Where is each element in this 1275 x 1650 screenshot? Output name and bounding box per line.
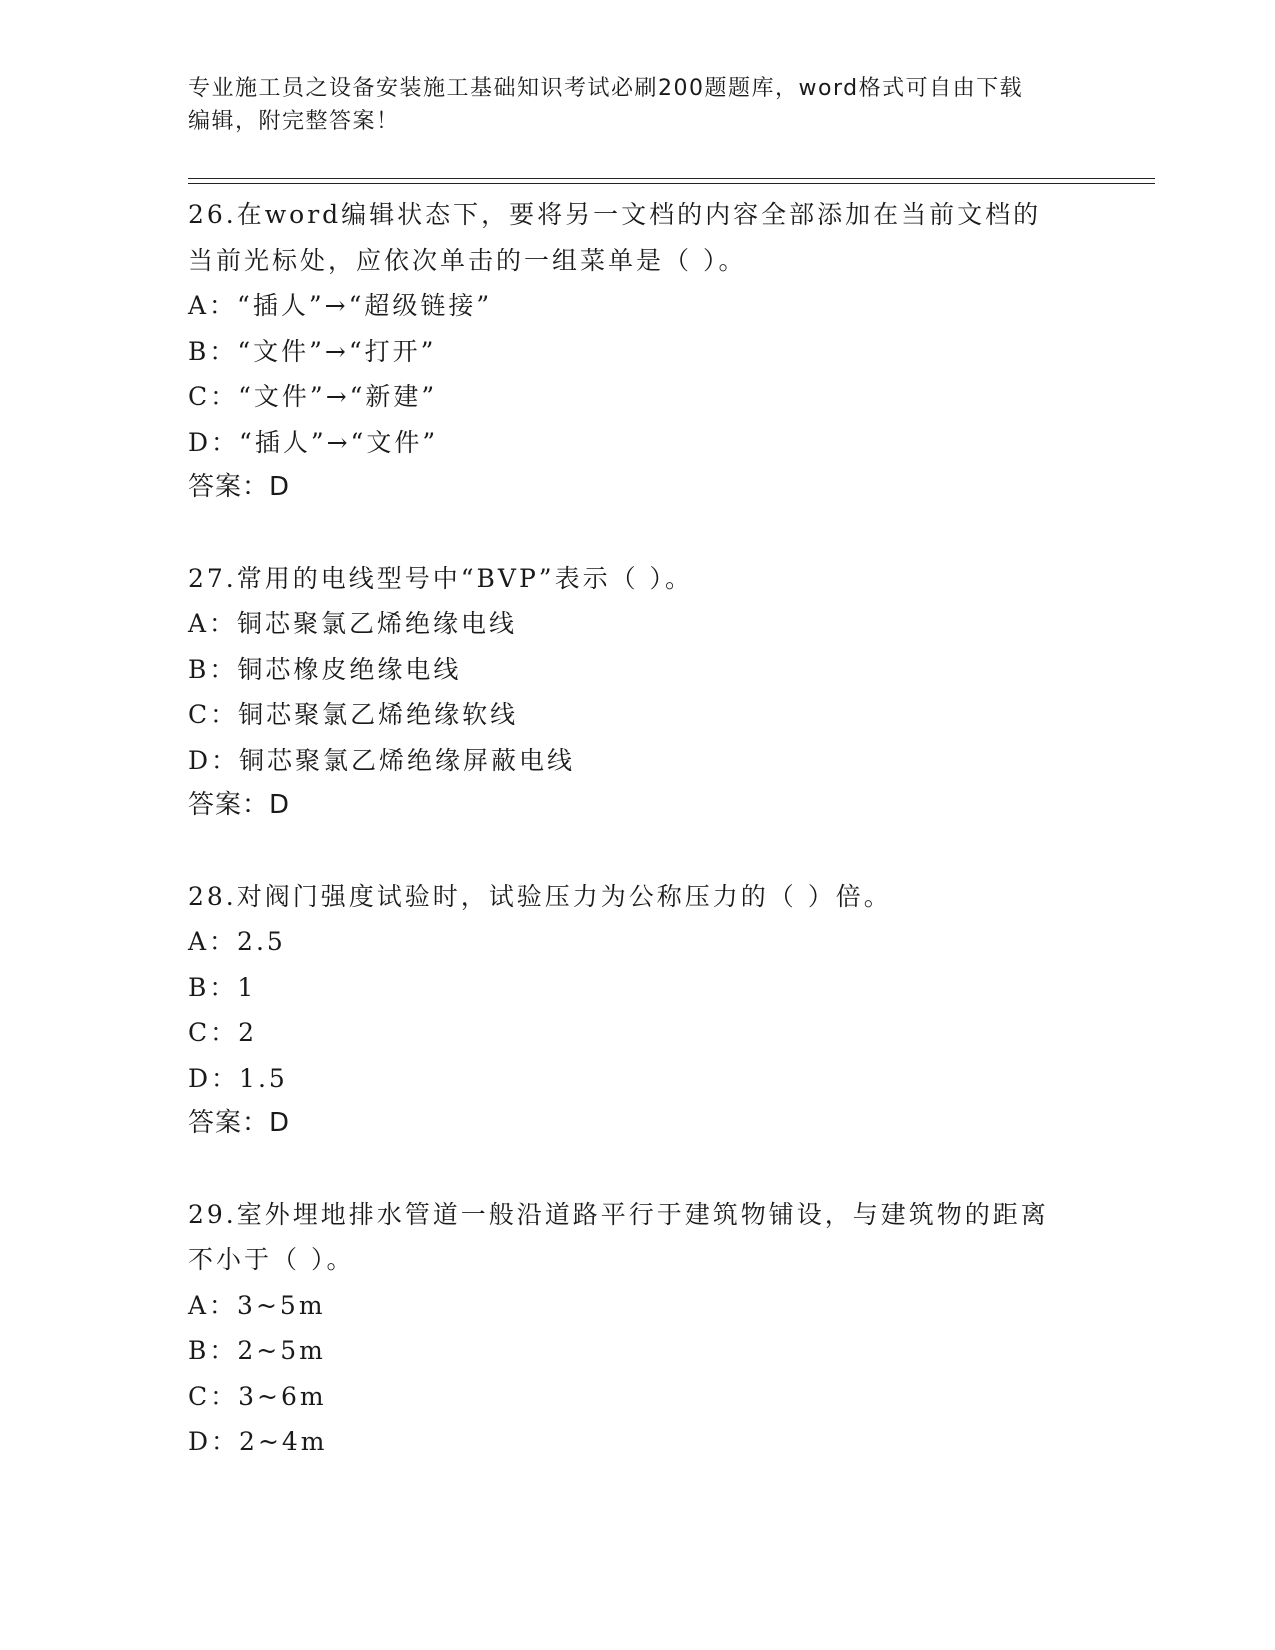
- document-header: [188, 72, 1088, 138]
- question-stem-line: 28.对阀门强度试验时，试验压力为公称压力的（ ）倍。: [188, 881, 892, 911]
- question-28: [188, 874, 1188, 1147]
- option-d: D：1.5: [188, 1063, 288, 1093]
- option-a: A：2.5: [188, 927, 286, 956]
- option-b: B：“文件”→“打开”: [188, 336, 437, 366]
- option-b: B：铜芯橡皮绝缘电线: [188, 654, 462, 684]
- question-stem-line: 29.室外埋地排水管道一般沿道路平行于建筑物铺设，与建筑物的距离: [188, 1199, 1049, 1229]
- question-26: [188, 192, 1188, 511]
- question-stem-line: 27.常用的电线型号中“BVP”表示（ ）。: [188, 563, 694, 593]
- option-b: B：1: [188, 972, 257, 1002]
- question-stem-line: 当前光标处，应依次单击的一组菜单是（ ）。: [188, 245, 747, 275]
- option-c: C：“文件”→“新建”: [188, 382, 438, 411]
- option-c: C：3~6m: [188, 1381, 327, 1411]
- header-title-line-1: 专业施工员之设备安装施工基础知识考试必刷200题题库，word格式可自由下载: [188, 76, 1024, 101]
- option-b: B：2~5m: [188, 1336, 326, 1365]
- question-29: [188, 1192, 1188, 1465]
- header-divider-top: [188, 178, 1155, 179]
- option-d: D：铜芯聚氯乙烯绝缘屏蔽电线: [188, 745, 576, 775]
- option-c: C：铜芯聚氯乙烯绝缘软线: [188, 700, 519, 729]
- header-title-line-2: 编辑，附完整答案！: [188, 109, 400, 134]
- question-stem-line: 26.在word编辑状态下，要将另一文档的内容全部添加在当前文档的: [188, 200, 1042, 229]
- option-c: C：2: [188, 1018, 258, 1047]
- option-a: A：铜芯聚氯乙烯绝缘电线: [188, 609, 518, 638]
- option-d: D：“插人”→“文件”: [188, 427, 439, 457]
- question-list: [188, 192, 1188, 1465]
- answer-text: 答案：D: [188, 472, 291, 502]
- option-d: D：2~4m: [188, 1427, 328, 1456]
- question-stem-line: 不小于（ ）。: [188, 1245, 355, 1274]
- option-a: A：3~5m: [188, 1290, 326, 1320]
- question-27: [188, 556, 1188, 829]
- option-a: A：“插人”→“超级链接”: [188, 291, 493, 320]
- answer-text: 答案：D: [188, 790, 291, 820]
- header-divider-bottom: [188, 183, 1155, 184]
- answer-text: 答案：D: [188, 1108, 291, 1138]
